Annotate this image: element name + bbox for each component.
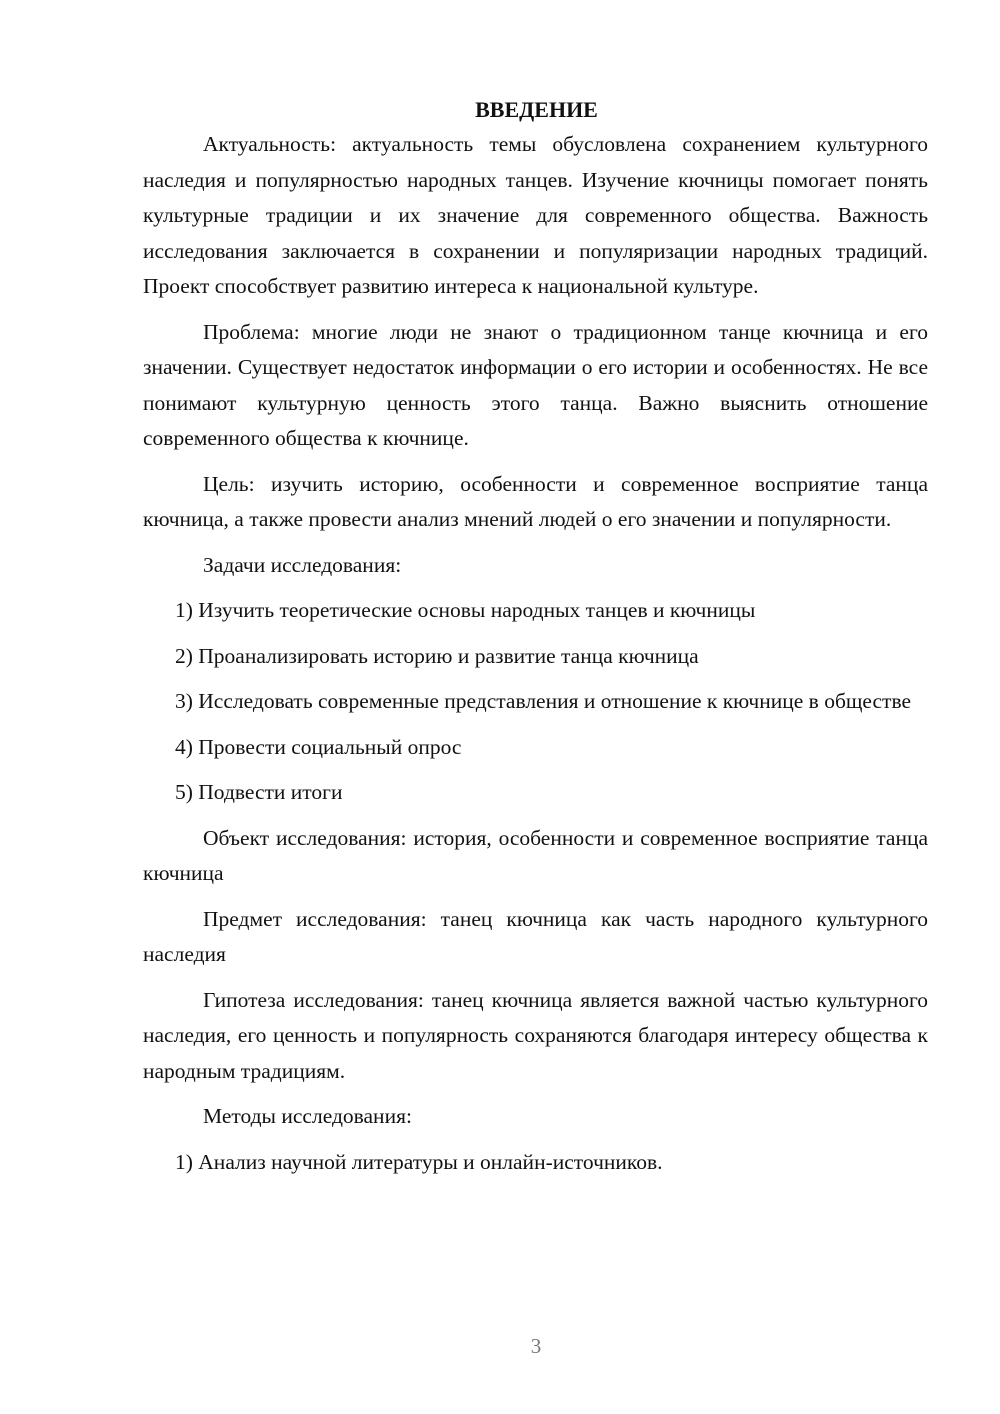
- page-title: ВВЕДЕНИЕ: [475, 97, 598, 122]
- tasks-title: Задачи исследования:: [203, 552, 402, 577]
- methods-title: Методы исследования:: [203, 1104, 412, 1128]
- paragraph-hypothesis: Гипотеза исследования: танец кючница является важной частью культурного наследия, его ценность и популярность сохраняются благодаря интересу общества к народным традициям.: [143, 987, 928, 1083]
- task-item-4: 4) Провести социальный опрос: [175, 734, 462, 759]
- page-number: 3: [530, 1334, 542, 1358]
- task-item-3: 3) Исследовать современные представления и отношение к кючнице в обществе: [175, 689, 912, 713]
- paragraph-problem: Проблема: многие люди не знают о традиционном танце кючница и его значении. Существует недостаток информации о его истории и особенностях. Не все понимают культурную ценность этого танца. Важно выяснить отношение современного общества к кючнице.: [143, 319, 928, 450]
- task-item-2: 2) Проанализировать историю и развитие танца кючница: [175, 643, 699, 668]
- method-item-1: 1) Анализ научной литературы и онлайн-источников.: [175, 1149, 663, 1174]
- task-item-5: 5) Подвести итоги: [175, 780, 343, 804]
- task-item-1: 1) Изучить теоретические основы народных танцев и кючницы: [175, 598, 756, 622]
- text-column: [143, 92, 928, 1190]
- paragraph-relevance: Актуальность: актуальность темы обусловлена сохранением культурного наследия и популярностью народных танцев. Изучение кючницы помогает понять культурные традиции и их значение для современного общества. Важность исследования заключается в сохранении и популяризации народных традиций. Проект способствует развитию интереса к национальной культуре.: [143, 132, 928, 298]
- paragraph-object: Объект исследования: история, особенности и современное восприятие танца кючница: [143, 825, 928, 885]
- paragraph-subject: Предмет исследования: танец кючница как часть народного культурного наследия: [143, 906, 928, 966]
- paragraph-goal: Цель: изучить историю, особенности и современное восприятие танца кючница, а также провести анализ мнений людей о его значении и популярности.: [143, 471, 928, 531]
